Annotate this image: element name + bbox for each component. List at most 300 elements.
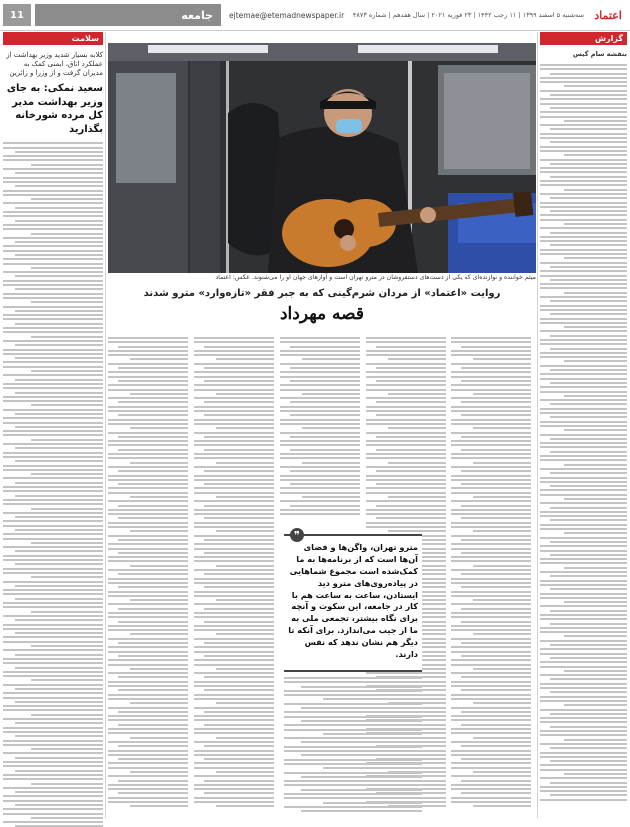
text-line: [118, 380, 188, 382]
text-line: [31, 404, 103, 406]
text-line: [3, 245, 103, 247]
issue-line: سه‌شنبه ۵ اسفند ۱۳۹۹ | ۱۱ رجب ۱۴۴۲ | ۲۳ فوریه ۲۰۲۱ | سال هفدهم | شماره ۴۸۷۳: [352, 11, 584, 19]
text-line: [540, 571, 627, 573]
text-line: [118, 505, 188, 507]
text-line: [550, 300, 627, 302]
text-line: [15, 516, 103, 518]
text-line: [3, 284, 103, 286]
text-line: [284, 746, 422, 748]
text-line: [15, 529, 103, 531]
text-line: [564, 120, 627, 122]
text-line: [3, 813, 103, 815]
text-line: [15, 460, 103, 462]
text-line: [540, 378, 627, 380]
text-line: [280, 371, 360, 373]
text-line: [540, 618, 627, 620]
text-line: [540, 562, 627, 564]
text-line: [194, 466, 274, 468]
pull-quote-text: مترو تهران، واگن‌ها و فضای آن‌ها است که از برنامه‌ها به ما کمک‌شده است مجموع شماهایی در پیاده‌روی‌های مترو دید ایستادن، ساعت به ساعت هم با کار در جامعه، این سکوت و آنچه برای نگاه بیشتر، تجمعی ملی به ما از جیب می‌اندازد. برای آنکه تا دیگر هم نشان ندهد که نفس دارند.: [288, 542, 418, 660]
text-line: [461, 505, 531, 507]
text-line: [451, 801, 531, 803]
text-line: [461, 655, 531, 657]
text-line: [194, 767, 274, 769]
text-line: [108, 371, 188, 373]
text-line: [473, 462, 531, 464]
text-line: [564, 360, 627, 362]
text-line: [376, 517, 446, 519]
body-column: [280, 337, 360, 527]
text-line: [204, 367, 274, 369]
text-line: [284, 797, 422, 799]
text-line: [108, 466, 188, 468]
text-line: [366, 466, 446, 468]
text-line: [388, 462, 446, 464]
text-line: [461, 573, 531, 575]
text-line: [540, 116, 627, 118]
text-line: [204, 642, 274, 644]
text-line: [540, 167, 627, 169]
text-line: [388, 393, 446, 395]
text-line: [108, 569, 188, 571]
text-line: [550, 519, 627, 521]
text-line: [473, 530, 531, 532]
text-line: [204, 608, 274, 610]
text-line: [118, 792, 188, 794]
text-line: [451, 479, 531, 481]
text-line: [3, 692, 103, 694]
text-line: [461, 517, 531, 519]
text-line: [473, 702, 531, 704]
section-email: ejtemae@etemadnewspaper.ir: [229, 10, 345, 20]
text-line: [108, 591, 188, 593]
text-line: [3, 366, 103, 368]
text-line: [451, 694, 531, 696]
text-line: [540, 399, 627, 401]
text-line: [216, 771, 274, 773]
text-line: [3, 159, 103, 161]
text-line: [451, 487, 531, 489]
text-line: [15, 172, 103, 174]
text-line: [3, 361, 103, 363]
text-line: [540, 365, 627, 367]
text-line: [108, 560, 188, 562]
text-line: [194, 603, 274, 605]
text-line: [451, 363, 531, 365]
text-line: [540, 468, 627, 470]
text-line: [31, 473, 103, 475]
text-line: [451, 591, 531, 593]
text-line: [3, 568, 103, 570]
text-line: [194, 432, 274, 434]
health-body-text: [3, 142, 103, 827]
text-line: [280, 513, 360, 515]
text-line: [280, 475, 360, 477]
text-line: [216, 668, 274, 670]
text-line: [540, 442, 627, 444]
text-line: [451, 646, 531, 648]
text-line: [451, 560, 531, 562]
text-line: [194, 444, 274, 446]
text-line: [540, 661, 627, 663]
text-line: [204, 539, 274, 541]
text-line: [550, 403, 627, 405]
text-line: [15, 619, 103, 621]
text-line: [3, 258, 103, 260]
feature-headline: قصه مهرداد: [279, 304, 365, 324]
text-line: [108, 719, 188, 721]
text-line: [3, 477, 103, 479]
text-line: [461, 780, 531, 782]
text-line: [3, 718, 103, 720]
text-line: [108, 582, 188, 584]
text-line: [118, 655, 188, 657]
text-line: [540, 515, 627, 517]
text-line: [204, 724, 274, 726]
text-line: [451, 582, 531, 584]
text-line: [194, 384, 274, 386]
text-line: [451, 423, 531, 425]
text-line: [3, 194, 103, 196]
text-line: [118, 780, 188, 782]
text-line: [3, 306, 103, 308]
text-line: [540, 343, 627, 345]
text-line: [451, 685, 531, 687]
text-line: [388, 530, 446, 532]
feature-story: [108, 32, 536, 818]
text-line: [461, 724, 531, 726]
text-line: [550, 485, 627, 487]
text-line: [3, 443, 103, 445]
text-line: [15, 804, 103, 806]
text-line: [194, 612, 274, 614]
text-line: [3, 555, 103, 557]
text-line: [451, 741, 531, 743]
text-line: [550, 279, 627, 281]
text-line: [301, 789, 422, 791]
text-line: [194, 681, 274, 683]
text-line: [280, 432, 360, 434]
text-line: [540, 550, 627, 552]
text-line: [3, 271, 103, 273]
text-line: [540, 674, 627, 676]
text-line: [3, 400, 103, 402]
text-line: [280, 389, 360, 391]
text-line: [194, 784, 274, 786]
text-line: [15, 701, 103, 703]
text-line: [15, 185, 103, 187]
text-line: [118, 621, 188, 623]
text-line: [3, 224, 103, 226]
text-line: [204, 621, 274, 623]
text-line: [204, 711, 274, 713]
text-line: [540, 275, 627, 277]
text-line: [15, 757, 103, 759]
text-line: [540, 730, 627, 732]
text-line: [564, 189, 627, 191]
text-line: [194, 560, 274, 562]
text-line: [473, 358, 531, 360]
text-line: [564, 635, 627, 637]
text-line: [366, 419, 446, 421]
text-line: [540, 339, 627, 341]
text-line: [204, 745, 274, 747]
text-line: [194, 423, 274, 425]
text-line: [302, 462, 360, 464]
text-line: [290, 505, 360, 507]
text-line: [451, 371, 531, 373]
text-line: [323, 698, 422, 700]
text-line: [473, 393, 531, 395]
text-line: [550, 782, 627, 784]
text-line: [3, 417, 103, 419]
text-line: [130, 565, 188, 567]
text-line: [3, 396, 103, 398]
text-line: [204, 586, 274, 588]
text-line: [3, 538, 103, 540]
text-line: [290, 346, 360, 348]
text-line: [194, 556, 274, 558]
text-line: [3, 787, 103, 789]
text-line: [376, 414, 446, 416]
text-line: [108, 548, 188, 550]
text-line: [194, 754, 274, 756]
text-line: [194, 732, 274, 734]
text-line: [540, 434, 627, 436]
health-kicker: کلابه بسیار شدید وزیر بهداشت از عملکرد اتاق، ایمنی کمک به مدیران گرفت و از وزرا و زائرین: [6, 51, 103, 78]
text-line: [15, 654, 103, 656]
text-line: [473, 565, 531, 567]
text-line: [284, 711, 422, 713]
text-line: [194, 659, 274, 661]
text-line: [280, 453, 360, 455]
text-line: [15, 447, 103, 449]
text-line: [3, 744, 103, 746]
text-line: [461, 367, 531, 369]
text-line: [194, 707, 274, 709]
text-line: [3, 331, 103, 333]
text-line: [540, 90, 627, 92]
text-line: [540, 425, 627, 427]
text-line: [118, 436, 188, 438]
text-line: [194, 762, 274, 764]
text-line: [540, 696, 627, 698]
text-line: [290, 483, 360, 485]
text-line: [3, 340, 103, 342]
text-line: [3, 327, 103, 329]
text-line: [15, 254, 103, 256]
text-line: [15, 344, 103, 346]
text-line: [3, 752, 103, 754]
text-line: [540, 206, 627, 208]
text-line: [3, 705, 103, 707]
text-line: [451, 681, 531, 683]
text-line: [194, 715, 274, 717]
text-line: [3, 684, 103, 686]
text-line: [461, 483, 531, 485]
text-line: [451, 397, 531, 399]
text-line: [108, 694, 188, 696]
text-line: [280, 479, 360, 481]
text-line: [451, 457, 531, 459]
text-line: [31, 267, 103, 269]
text-line: [461, 346, 531, 348]
text-line: [473, 496, 531, 498]
text-line: [216, 565, 274, 567]
text-line: [194, 638, 274, 640]
text-line: [194, 363, 274, 365]
text-line: [108, 444, 188, 446]
text-line: [3, 430, 103, 432]
text-line: [540, 764, 627, 766]
text-line: [130, 462, 188, 464]
text-line: [540, 202, 627, 204]
text-line: [550, 369, 627, 371]
text-line: [3, 533, 103, 535]
text-line: [280, 350, 360, 352]
text-line: [216, 358, 274, 360]
text-line: [204, 517, 274, 519]
text-line: [540, 481, 627, 483]
text-line: [3, 774, 103, 776]
text-line: [31, 164, 103, 166]
text-line: [108, 475, 188, 477]
text-line: [388, 358, 446, 360]
text-line: [108, 397, 188, 399]
text-line: [451, 384, 531, 386]
text-line: [3, 177, 103, 179]
health-column: [3, 32, 103, 818]
text-line: [284, 784, 422, 786]
text-line: [3, 800, 103, 802]
text-line: [3, 546, 103, 548]
text-line: [15, 598, 103, 600]
text-line: [540, 249, 627, 251]
text-line: [216, 427, 274, 429]
text-line: [366, 513, 446, 515]
text-line: [550, 313, 627, 315]
text-line: [130, 530, 188, 532]
text-line: [540, 537, 627, 539]
text-line: [108, 646, 188, 648]
text-line: [194, 457, 274, 459]
text-line: [108, 410, 188, 412]
text-line: [564, 739, 627, 741]
text-line: [31, 233, 103, 235]
text-line: [118, 711, 188, 713]
masthead: [0, 0, 630, 31]
text-line: [366, 522, 446, 524]
text-line: [118, 676, 188, 678]
text-line: [540, 386, 627, 388]
text-line: [366, 363, 446, 365]
text-line: [550, 141, 627, 143]
text-line: [3, 250, 103, 252]
text-line: [461, 758, 531, 760]
text-line: [130, 427, 188, 429]
text-line: [540, 98, 627, 100]
text-line: [108, 728, 188, 730]
text-line: [284, 724, 422, 726]
text-line: [473, 599, 531, 601]
text-line: [366, 406, 446, 408]
text-line: [540, 459, 627, 461]
text-line: [540, 146, 627, 148]
text-line: [540, 270, 627, 272]
text-line: [540, 133, 627, 135]
text-line: [540, 545, 627, 547]
text-line: [280, 457, 360, 459]
text-line: [194, 492, 274, 494]
text-line: [540, 666, 627, 668]
text-line: [284, 772, 422, 774]
text-line: [451, 569, 531, 571]
health-headline: سعید نمکی: به جای وزیر بهداشت مدیر کل مرده شورخانه بگذارید: [6, 83, 103, 135]
text-line: [540, 283, 627, 285]
text-line: [108, 457, 188, 459]
text-line: [108, 350, 188, 352]
text-line: [366, 371, 446, 373]
text-line: [31, 817, 103, 819]
text-line: [451, 492, 531, 494]
text-line: [194, 371, 274, 373]
text-line: [108, 500, 188, 502]
text-line: [550, 438, 627, 440]
text-line: [290, 436, 360, 438]
text-line: [540, 700, 627, 702]
text-line: [108, 659, 188, 661]
text-line: [564, 532, 627, 534]
text-line: [194, 350, 274, 352]
text-line: [366, 389, 446, 391]
text-line: [280, 509, 360, 511]
text-line: [451, 797, 531, 799]
text-line: [3, 602, 103, 604]
text-line: [194, 651, 274, 653]
text-line: [280, 406, 360, 408]
text-line: [284, 694, 422, 696]
text-line: [540, 597, 627, 599]
text-line: [564, 773, 627, 775]
text-line: [3, 821, 103, 823]
body-column: [451, 337, 531, 817]
text-line: [540, 352, 627, 354]
text-line: [108, 479, 188, 481]
text-line: [194, 389, 274, 391]
text-line: [451, 526, 531, 528]
text-line: [194, 578, 274, 580]
text-line: [540, 502, 627, 504]
text-line: [108, 578, 188, 580]
text-line: [204, 505, 274, 507]
text-line: [366, 444, 446, 446]
text-line: [564, 257, 627, 259]
text-line: [540, 640, 627, 642]
text-line: [540, 214, 627, 216]
text-line: [451, 698, 531, 700]
text-line: [31, 783, 103, 785]
text-line: [204, 676, 274, 678]
text-line: [216, 462, 274, 464]
text-line: [3, 559, 103, 561]
text-line: [564, 567, 627, 569]
text-line: [451, 715, 531, 717]
text-line: [540, 171, 627, 173]
text-line: [3, 641, 103, 643]
text-line: [473, 771, 531, 773]
text-line: [194, 664, 274, 666]
text-line: [376, 449, 446, 451]
text-line: [3, 293, 103, 295]
